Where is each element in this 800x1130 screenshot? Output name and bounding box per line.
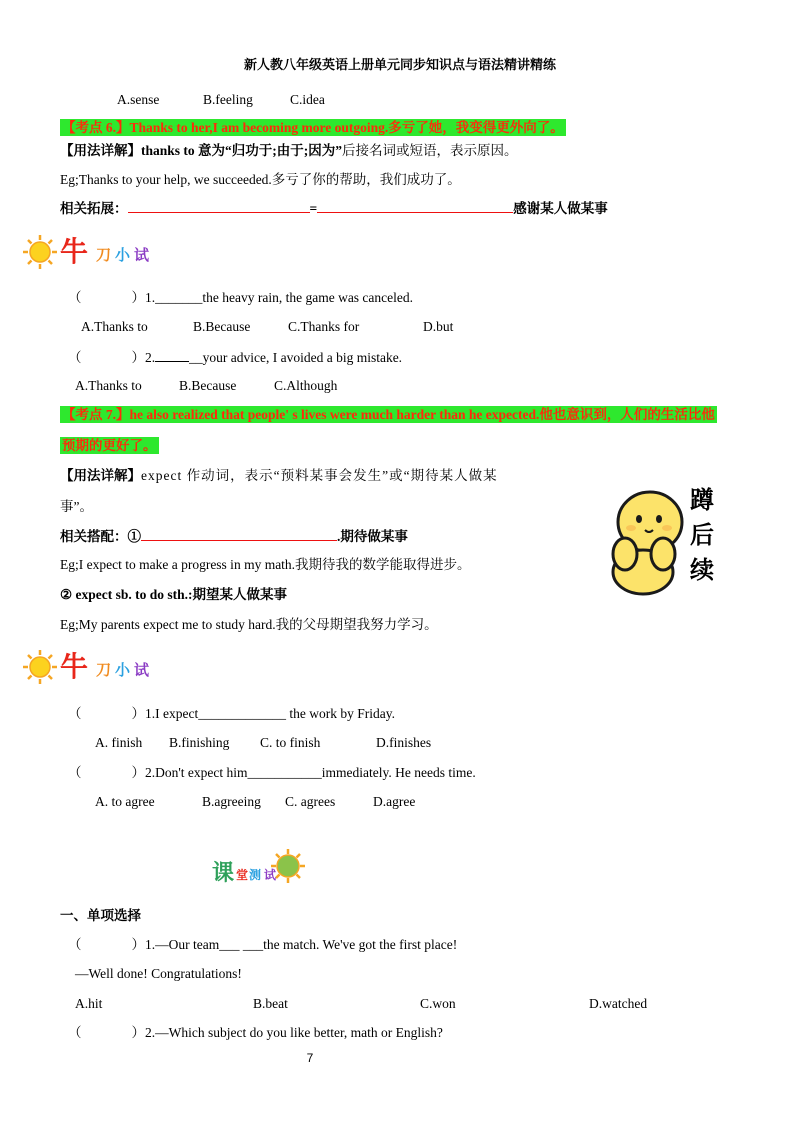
paren-left: （: [68, 706, 82, 721]
test-q1-text: 1.—Our team___ ___the match. We've got the first place!: [145, 937, 458, 952]
paren-left: （: [68, 290, 82, 305]
ketang-ceshi-banner: [212, 848, 322, 888]
prev-option-b: B.feeling: [203, 92, 253, 107]
quiz1-q1: [68, 290, 413, 307]
extend-6-blank-2: [317, 200, 513, 213]
quiz1-q1-option-a: A.Thanks to: [81, 319, 148, 334]
niudao-xiaoshi-banner-1: [22, 232, 162, 272]
kaodian-6-sentence: Thanks to her,I am becoming more outgoing.: [129, 120, 389, 135]
usage-7-tag: 【用法详解】: [60, 468, 141, 483]
banner-tang: 堂: [236, 868, 249, 882]
kaodian-7-sentence: he also realized that people' s lives were much harder than he expected.: [129, 407, 540, 422]
extend-6: [60, 200, 608, 218]
test-q1-option-a: A.hit: [75, 996, 103, 1011]
sun-icon: [22, 649, 58, 685]
quiz2-q1-text: the work by Friday.: [285, 706, 395, 721]
quiz2-q2-option-c: C. agrees: [285, 794, 336, 809]
banner-ce: 测: [249, 868, 262, 882]
banner-shi: 试: [134, 246, 150, 264]
page-number: 7: [306, 1051, 314, 1065]
banner-shi: 试: [264, 868, 277, 882]
quiz1-q2-option-c: C.Although: [274, 378, 338, 393]
test-q1-reply: —Well done! Congratulations!: [75, 966, 242, 981]
extend-6-meaning: 感谢某人做某事: [513, 201, 608, 216]
quiz2-q2-blank: ___________: [247, 765, 322, 780]
example-7a: Eg;I expect to make a progress in my math.我期待我的数学能取得进步。: [60, 557, 471, 572]
quiz1-q1-num: 1.: [145, 290, 156, 305]
paren-right: ）: [131, 1025, 145, 1040]
paren-right: ）: [131, 765, 145, 780]
test-q1: [68, 937, 457, 954]
quiz2-q1-option-a: A. finish: [95, 735, 143, 750]
banner-niu: 牛: [60, 235, 89, 268]
collocation-7-meaning: .期待做某事: [337, 529, 408, 544]
quiz2-q1-option-d: D.finishes: [376, 735, 432, 750]
sun-icon: [22, 234, 58, 270]
quiz1-q1-text: the heavy rain, the game was canceled.: [202, 290, 414, 305]
quiz1-q1-blank: _______: [155, 290, 203, 305]
paren-right: ）: [131, 937, 145, 952]
collocation-7-blank: [141, 528, 337, 541]
kaodian-7-tag: 【考点 7.】: [62, 407, 130, 422]
kaodian-6-tag: 【考点 6.】: [62, 120, 130, 135]
niudao-xiaoshi-banner-2: [22, 647, 162, 687]
quiz1-q1-option-b: B.Because: [193, 319, 251, 334]
quiz2-q2: [68, 765, 476, 782]
prev-option-c: C.idea: [290, 92, 325, 107]
page-header: 新人教八年级英语上册单元同步知识点与语法精讲精练: [243, 57, 556, 72]
usage-6: [60, 143, 518, 160]
quiz1-q1-option-d: D.but: [423, 319, 454, 334]
test-q1-option-c: C.won: [420, 996, 456, 1011]
banner-niu: 牛: [60, 650, 89, 683]
usage-7: [60, 468, 498, 485]
paren-right: ）: [131, 290, 145, 305]
paren-left: （: [68, 1025, 82, 1040]
quiz2-q2-option-d: D.agree: [373, 794, 416, 809]
prev-option-a: A.sense: [117, 92, 160, 107]
quiz1-q1-option-c: C.Thanks for: [288, 319, 360, 334]
usage-6-text-rest: 后接名词或短语，表示原因。: [342, 143, 518, 158]
paren-right: ）: [131, 350, 145, 365]
kaodian-7-translation-2: 预期的更好了。: [62, 438, 157, 453]
quiz2-q1: [68, 706, 395, 723]
quiz1-q2-option-b: B.Because: [179, 378, 237, 393]
quiz1-q2-num: 2.: [145, 350, 156, 365]
banner-ke: 课: [212, 861, 235, 886]
paren-left: （: [68, 765, 82, 780]
usage-6-tag: 【用法详解】: [60, 143, 141, 158]
kaodian-6: [60, 120, 566, 137]
test-q1-option-d: D.watched: [589, 996, 648, 1011]
example-6: Eg;Thanks to your help, we succeeded.多亏了你的帮助，我们成功了。: [60, 172, 461, 187]
quiz2-q2-num: 2.Don't expect him: [145, 765, 248, 780]
collocation-7: [60, 528, 408, 546]
collocation-7-label: 相关搭配：①: [60, 529, 141, 544]
test-q2: [68, 1025, 443, 1042]
kaodian-7: [60, 407, 717, 424]
example-7b: Eg;My parents expect me to study hard.我的父母期望我努力学习。: [60, 617, 438, 632]
extend-6-label: 相关拓展：: [60, 201, 128, 216]
paren-right: ）: [131, 706, 145, 721]
quiz2-q1-blank: _____________: [198, 706, 286, 721]
extend-6-blank-1: [128, 200, 310, 213]
sticker-char-2: 后: [690, 521, 714, 549]
sticker-char-3: 续: [690, 556, 714, 584]
usage-6-text-bold: thanks to 意为“归功于;由于;因为”: [141, 143, 343, 158]
kaodian-6-translation: 多亏了她，我变得更外向了。: [388, 120, 564, 135]
kaodian-7-line2: [60, 438, 159, 455]
sticker-char-1: 蹲: [690, 486, 714, 514]
quiz2-q1-option-c: C. to finish: [260, 735, 321, 750]
quiz2-q1-option-b: B.finishing: [169, 735, 230, 750]
usage-7-line1: expect 作动词，表示“预料某事会发生”或“期待某人做某: [141, 468, 498, 483]
extend-6-eq: =: [309, 201, 318, 216]
paren-left: （: [68, 937, 82, 952]
banner-dao: 刀: [96, 661, 112, 679]
banner-xiao: 小: [115, 246, 131, 264]
banner-shi: 试: [134, 661, 150, 679]
quiz2-q2-option-a: A. to agree: [95, 794, 155, 809]
quiz1-q2-blank: __: [189, 350, 203, 365]
quiz1-q2: [68, 349, 402, 367]
banner-xiao: 小: [115, 661, 131, 679]
quiz1-q2-option-a: A.Thanks to: [75, 378, 142, 393]
collocation-7b: ② expect sb. to do sth.:期望某人做某事: [60, 587, 287, 602]
paren-left: （: [68, 350, 82, 365]
test-q2-text: 2.—Which subject do you like better, math or English?: [145, 1025, 443, 1040]
quiz2-q2-option-b: B.agreeing: [202, 794, 261, 809]
test-q1-option-b: B.beat: [253, 996, 288, 1011]
quiz2-q2-text: immediately. He needs time.: [321, 765, 476, 780]
banner-dao: 刀: [96, 246, 112, 264]
quiz1-q2-text: your advice, I avoided a big mistake.: [202, 350, 403, 365]
quiz2-q1-num: 1.I expect: [145, 706, 199, 721]
kaodian-7-translation-1: 他也意识到，人们的生活比他: [539, 407, 715, 422]
usage-7-line2: 事”。: [60, 499, 93, 514]
section-title: 一、单项选择: [60, 908, 141, 923]
